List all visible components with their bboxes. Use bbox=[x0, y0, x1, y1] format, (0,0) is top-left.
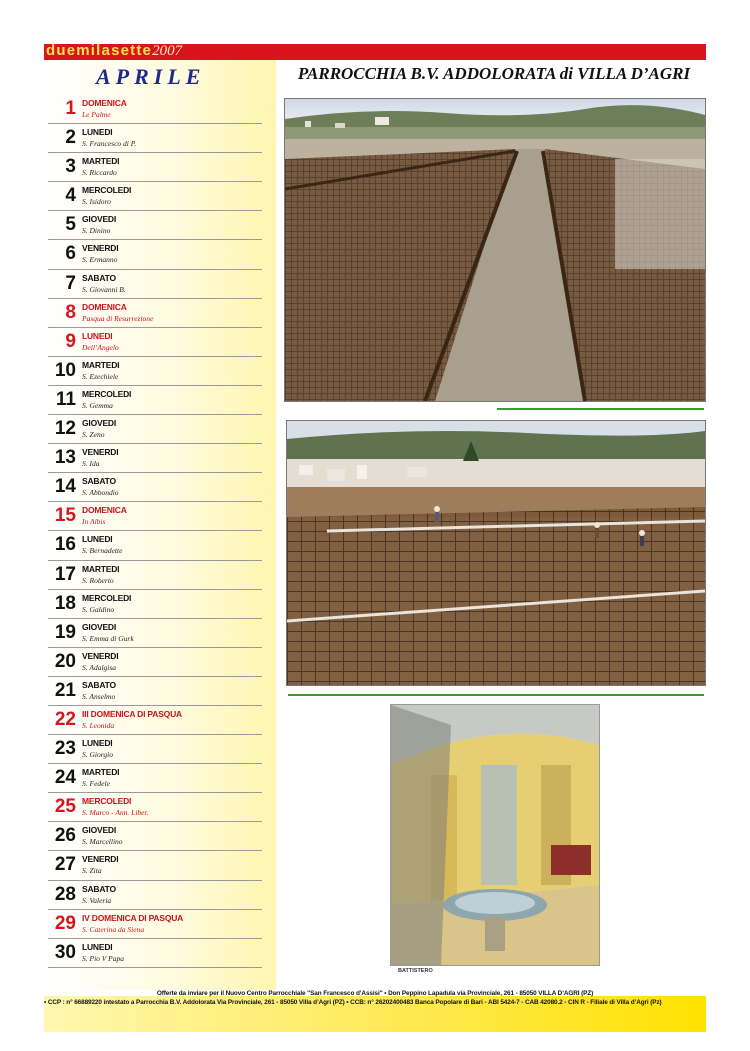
day-weekday: GIOVEDI bbox=[82, 621, 117, 632]
day-number: 12 bbox=[54, 418, 76, 440]
calendar-day-row bbox=[48, 182, 262, 211]
day-number: 16 bbox=[54, 534, 76, 556]
day-weekday: GIOVEDI bbox=[82, 418, 117, 429]
day-number: 22 bbox=[54, 708, 76, 730]
day-number: 4 bbox=[65, 185, 76, 207]
day-weekday: SABATO bbox=[82, 883, 116, 894]
calendar-day-row bbox=[48, 851, 262, 880]
day-saint: S. Zita bbox=[82, 866, 102, 876]
day-number: 14 bbox=[54, 476, 76, 498]
day-weekday: LUNEDI bbox=[82, 534, 113, 545]
calendar-day-row bbox=[48, 211, 262, 240]
day-weekday: MARTEDI bbox=[82, 767, 120, 778]
day-weekday: SABATO bbox=[82, 679, 116, 690]
day-saint: S. Fedele bbox=[82, 779, 110, 789]
day-number: 24 bbox=[54, 767, 76, 789]
day-number: 1 bbox=[65, 98, 76, 119]
green-divider-1 bbox=[497, 408, 704, 410]
day-weekday: DOMENICA bbox=[82, 301, 127, 312]
day-saint: S. Valeria bbox=[82, 895, 112, 905]
day-saint: S. Marco - Ann. Liber. bbox=[82, 808, 149, 818]
calendar-day-row bbox=[48, 706, 262, 735]
day-weekday: GIOVEDI bbox=[82, 825, 117, 836]
day-saint: S. Roberto bbox=[82, 575, 114, 585]
day-saint: S. Galdino bbox=[82, 604, 115, 614]
day-saint: Dell’Angelo bbox=[82, 342, 119, 352]
day-weekday: MARTEDI bbox=[82, 359, 120, 370]
day-number: 21 bbox=[54, 679, 76, 701]
brand-word: duemilasette bbox=[46, 42, 153, 59]
day-weekday: LUNEDI bbox=[82, 941, 113, 952]
day-number: 23 bbox=[54, 738, 76, 760]
construction-photo-trenches bbox=[284, 98, 706, 402]
day-saint: S. Abbondio bbox=[82, 488, 119, 498]
calendar-day-row bbox=[48, 764, 262, 793]
day-saint: S. Zeno bbox=[82, 430, 105, 440]
day-number: 11 bbox=[55, 388, 76, 410]
day-number: 6 bbox=[65, 243, 76, 265]
grid-illustration bbox=[287, 421, 705, 685]
calendar-day-row bbox=[48, 415, 262, 444]
day-saint: S. Bernadette bbox=[82, 546, 123, 556]
footer-line-1: Offerte da inviare per il Nuovo Centro Parrocchiale "San Francesco d’Assisi" • Don Peppino Lapadula via Provinciale, 261 - 85050 VILLA D’AGRI (PZ) bbox=[156, 990, 594, 997]
day-weekday: VENERDI bbox=[82, 243, 119, 254]
calendar-day-row bbox=[48, 648, 262, 677]
day-weekday: MERCOLEDI bbox=[82, 388, 132, 399]
calendar-day-row bbox=[48, 95, 262, 124]
day-list bbox=[48, 95, 262, 968]
calendar-day-row bbox=[48, 444, 262, 473]
day-saint: S. Francesco di P. bbox=[82, 139, 137, 149]
day-number: 9 bbox=[65, 330, 76, 352]
day-saint: S. Caterina da Siena bbox=[82, 924, 145, 934]
parish-title: PARROCCHIA B.V. ADDOLORATA di VILLA D’AGRI bbox=[297, 64, 691, 83]
day-weekday: LUNEDI bbox=[82, 330, 113, 341]
calendar-day-row bbox=[48, 619, 262, 648]
day-saint: S. Giorgio bbox=[82, 750, 113, 760]
day-saint: S. Marcellino bbox=[82, 837, 123, 847]
day-weekday: LUNEDI bbox=[82, 738, 113, 749]
day-weekday: VENERDI bbox=[82, 447, 119, 458]
day-saint: Pasqua di Resurrezione bbox=[82, 313, 154, 323]
day-number: 7 bbox=[65, 272, 76, 294]
trenches-illustration bbox=[285, 99, 705, 401]
day-number: 29 bbox=[54, 912, 76, 934]
day-saint: S. Riccardo bbox=[82, 168, 117, 178]
calendar-day-row bbox=[48, 561, 262, 590]
day-weekday: VENERDI bbox=[82, 650, 119, 661]
green-divider-2 bbox=[288, 694, 704, 696]
day-number: 5 bbox=[65, 214, 76, 236]
day-number: 15 bbox=[54, 505, 76, 527]
day-weekday: MERCOLEDI bbox=[82, 185, 132, 196]
calendar-day-row bbox=[48, 299, 262, 328]
day-number: 13 bbox=[54, 447, 76, 469]
day-saint: S. Isidoro bbox=[82, 197, 111, 207]
day-number: 26 bbox=[54, 825, 76, 847]
baptistery-drawing bbox=[390, 704, 600, 966]
calendar-day-row bbox=[48, 153, 262, 182]
day-weekday: DOMENICA bbox=[82, 98, 127, 108]
day-weekday: LUNEDI bbox=[82, 127, 113, 138]
day-weekday: MERCOLEDI bbox=[82, 592, 132, 603]
day-number: 18 bbox=[54, 592, 76, 614]
calendar-day-row bbox=[48, 590, 262, 619]
day-weekday: MARTEDI bbox=[82, 156, 120, 167]
calendar-day-row bbox=[48, 735, 262, 764]
day-saint: Le Palme bbox=[82, 110, 111, 119]
day-saint: S. Ezechiele bbox=[82, 371, 119, 381]
calendar-day-row bbox=[48, 677, 262, 706]
calendar-day-row bbox=[48, 270, 262, 299]
month-title: APRILE bbox=[96, 64, 206, 89]
day-weekday: MERCOLEDI bbox=[82, 796, 132, 807]
calendar-day-row bbox=[48, 502, 262, 531]
day-number: 19 bbox=[54, 621, 76, 643]
calendar-day-row bbox=[48, 124, 262, 153]
day-saint: S. Emma di Gurk bbox=[82, 633, 134, 643]
day-number: 20 bbox=[54, 650, 76, 672]
day-saint: In Albis bbox=[82, 517, 106, 527]
day-number: 27 bbox=[54, 854, 76, 876]
calendar-day-row bbox=[48, 793, 262, 822]
day-saint: S. Dinino bbox=[82, 226, 111, 236]
brand-year: 2007 bbox=[152, 43, 183, 59]
calendar-day-row bbox=[48, 531, 262, 560]
brand-logo bbox=[46, 42, 182, 60]
calendar-day-row bbox=[48, 386, 262, 415]
day-saint: S. Leonida bbox=[82, 720, 115, 730]
baptistery-caption: BATTISTERO bbox=[398, 968, 433, 974]
day-saint: S. Giovanni B. bbox=[82, 284, 126, 294]
day-saint: S. Gemma bbox=[82, 400, 113, 410]
day-number: 8 bbox=[65, 301, 76, 323]
day-weekday: DOMENICA bbox=[82, 505, 127, 516]
day-weekday: MARTEDI bbox=[82, 563, 120, 574]
day-number: 17 bbox=[54, 563, 76, 585]
day-weekday: VENERDI bbox=[82, 854, 119, 865]
day-saint: S. Anselmo bbox=[82, 691, 116, 701]
day-weekday: GIOVEDI bbox=[82, 214, 117, 225]
construction-photo-grid bbox=[286, 420, 706, 686]
day-number: 10 bbox=[54, 359, 76, 381]
baptistery-illustration bbox=[391, 705, 599, 965]
calendar-day-row bbox=[48, 328, 262, 357]
day-saint: S. Pio V Papa bbox=[82, 953, 124, 963]
day-number: 25 bbox=[54, 796, 76, 818]
day-saint: S. Ermanno bbox=[82, 255, 118, 265]
day-number: 30 bbox=[54, 941, 76, 963]
calendar-day-row bbox=[48, 881, 262, 910]
day-weekday: SABATO bbox=[82, 476, 116, 487]
calendar-day-row bbox=[48, 357, 262, 386]
calendar-day-row bbox=[48, 822, 262, 851]
calendar-day-row bbox=[48, 473, 262, 502]
day-number: 2 bbox=[65, 127, 76, 149]
calendar-day-row bbox=[48, 910, 262, 939]
footer-line-2: • CCP : n° 66889220 intestato a Parrocchia B.V. Addolorata Via Provinciale, 261 - 85050 Villa d’Agri (PZ) • CCB: n° 26202400483 Banca Popolare di Bari - ABI 5424-7 - CAB 42080.2 - CIN R - Filiale di Villa d’Agri (Pz) bbox=[44, 999, 662, 1006]
day-number: 3 bbox=[65, 156, 76, 178]
day-saint: S. Adalgisa bbox=[82, 662, 117, 672]
calendar-day-row bbox=[48, 240, 262, 269]
day-weekday: IV DOMENICA DI PASQUA bbox=[82, 912, 184, 923]
day-saint: S. Ida bbox=[82, 459, 100, 469]
day-weekday: SABATO bbox=[82, 272, 116, 283]
day-number: 28 bbox=[54, 883, 76, 905]
day-weekday: III DOMENICA DI PASQUA bbox=[82, 708, 182, 719]
calendar-day-row bbox=[48, 939, 262, 968]
